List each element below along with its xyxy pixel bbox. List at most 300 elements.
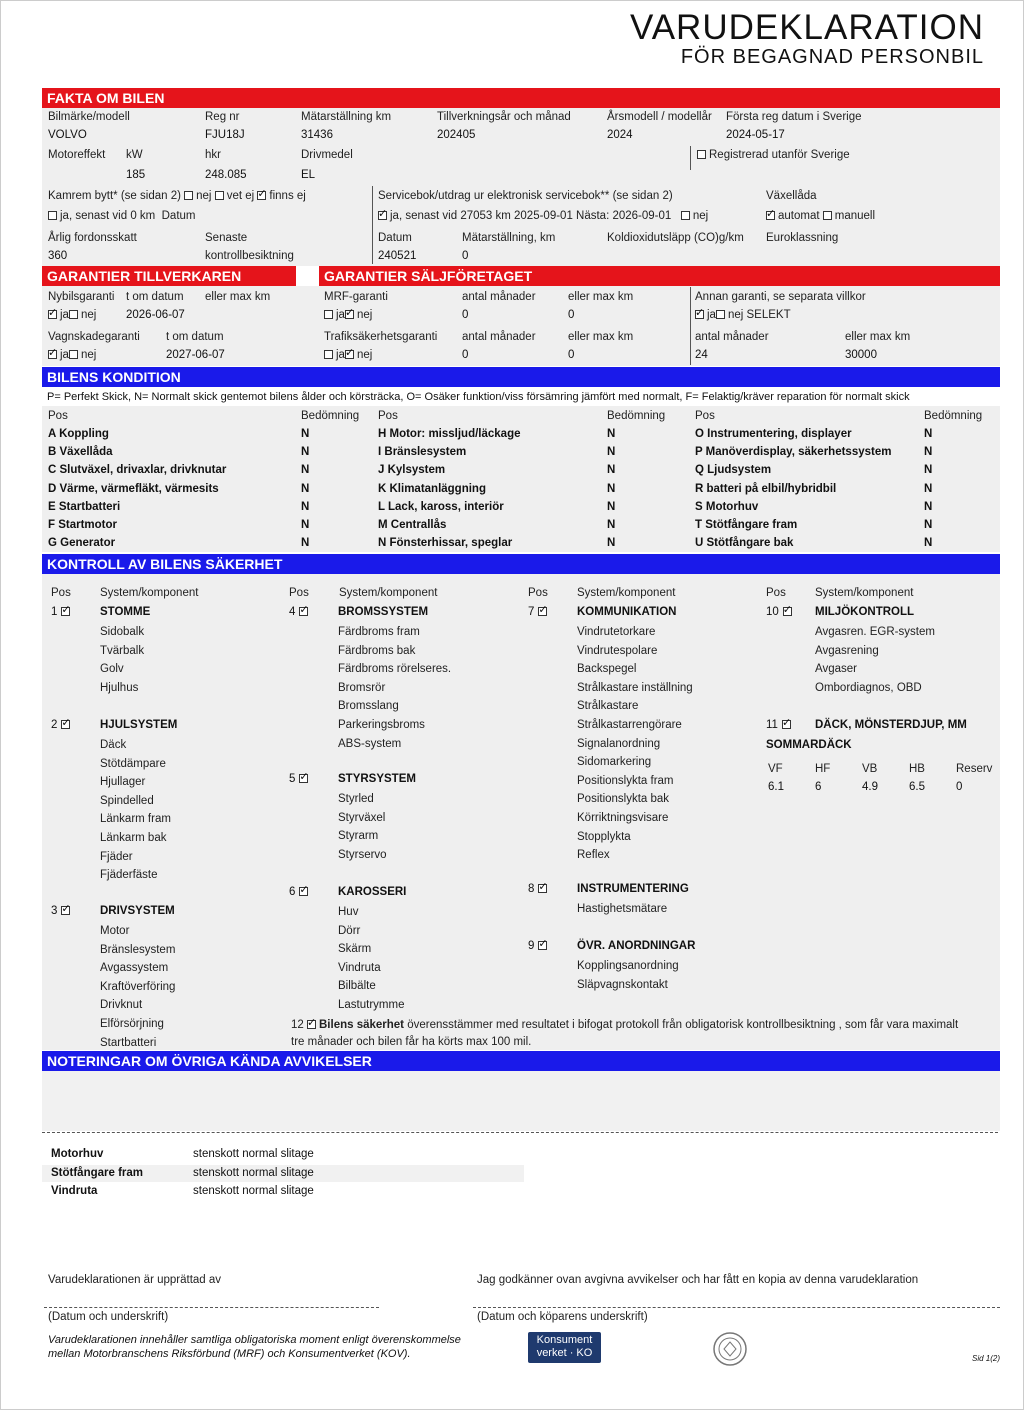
kamrem-vetej: vet ej bbox=[226, 190, 255, 202]
group-number: 4 bbox=[289, 606, 296, 618]
label-nybil-tom: t om datum bbox=[126, 291, 184, 303]
safety-item: Drivknut bbox=[100, 999, 143, 1012]
tyre-depth: 6.1 bbox=[768, 781, 784, 793]
kamrem-label: Kamrem bytt* (se sidan 2) bbox=[48, 190, 181, 202]
value-insp-mileage: 0 bbox=[462, 250, 469, 262]
label-vagn: Vagnskadegaranti bbox=[48, 331, 140, 343]
safety-item: Positionslykta fram bbox=[577, 774, 674, 787]
footer-right-sig: (Datum och köparens underskrift) bbox=[477, 1311, 648, 1323]
safety-item: Startbatteri bbox=[100, 1036, 157, 1049]
label-firstreg: Första reg datum i Sverige bbox=[726, 111, 862, 123]
tyre-depth: 0 bbox=[956, 781, 963, 793]
value-manuf: 202405 bbox=[437, 129, 476, 141]
nej-selekt-label: nej SELEKT bbox=[727, 309, 791, 321]
outside-sweden[interactable] bbox=[697, 149, 850, 161]
mrf-janej bbox=[324, 309, 372, 321]
notes-line bbox=[42, 1132, 998, 1133]
nej-label: nej bbox=[80, 309, 97, 321]
gearbox-manuell: manuell bbox=[834, 210, 876, 222]
gearbox-row bbox=[766, 210, 875, 222]
checkbox-checked[interactable] bbox=[61, 607, 70, 616]
safety-group-number bbox=[528, 883, 550, 895]
safety-item: Fjäderfäste bbox=[100, 869, 158, 882]
safety-item: Reflex bbox=[577, 849, 610, 862]
safety-item: Sidobalk bbox=[100, 626, 145, 638]
p12-number: 12 bbox=[291, 1019, 304, 1031]
condition-item: F Startmotor bbox=[48, 519, 117, 531]
value-nybil-date: 2026-06-07 bbox=[126, 309, 185, 321]
service-nej: nej bbox=[692, 210, 709, 222]
divider bbox=[372, 186, 373, 264]
value-other-months: 24 bbox=[695, 349, 708, 361]
value-trafik-months: 0 bbox=[462, 349, 469, 361]
notes-area[interactable] bbox=[42, 1071, 1000, 1131]
label-trafik-maxkm: eller max km bbox=[568, 331, 634, 343]
konsumentverket-logo bbox=[528, 1332, 601, 1363]
label-kw: kW bbox=[126, 149, 143, 161]
safety-group-title: DRIVSYSTEM bbox=[100, 905, 175, 917]
kamrem-ja: ja, senast vid 0 km bbox=[60, 210, 156, 222]
value-modelyear: 2024 bbox=[607, 129, 633, 141]
condition-item: U Stötfångare bak bbox=[695, 537, 794, 550]
p12-text2: tre månader och bilen får ha körts max 100 mil. bbox=[291, 1036, 532, 1048]
kond-pos-2: Pos bbox=[378, 410, 398, 422]
safety-item: Styrled bbox=[338, 793, 374, 805]
group-number: 1 bbox=[51, 606, 58, 618]
value-mrf-months: 0 bbox=[462, 309, 469, 321]
nej-label: nej bbox=[356, 349, 373, 361]
condition-item: E Startbatteri bbox=[48, 500, 121, 513]
group-number: 11 bbox=[766, 719, 778, 731]
label-reg: Reg nr bbox=[205, 111, 240, 123]
value-vagn-date: 2027-06-07 bbox=[166, 349, 225, 361]
safety-group-title: HJULSYSTEM bbox=[100, 719, 178, 731]
tyre-position: VF bbox=[768, 763, 783, 775]
condition-rating: N bbox=[924, 428, 933, 440]
label-insp-date: Datum bbox=[378, 232, 412, 244]
group-number: 9 bbox=[528, 940, 535, 952]
condition-rating: N bbox=[924, 482, 933, 495]
value-tax: 360 bbox=[48, 250, 68, 262]
right-signature-line[interactable] bbox=[473, 1307, 1000, 1308]
condition-item: Q Ljudsystem bbox=[695, 464, 772, 477]
safety-group-title: BROMSSYSTEM bbox=[338, 606, 429, 618]
safety-item: Stötdämpare bbox=[100, 757, 166, 770]
checkbox-checked[interactable] bbox=[538, 941, 547, 950]
other-janej bbox=[695, 309, 791, 321]
safety-item: Länkarm fram bbox=[100, 813, 171, 826]
safety-item: Ombordiagnos, OBD bbox=[815, 681, 922, 694]
condition-item: C Slutväxel, drivaxlar, drivknutar bbox=[48, 464, 227, 477]
condition-item: G Generator bbox=[48, 537, 116, 550]
tyre-position: VB bbox=[862, 763, 878, 775]
p12-text1: överensstämmer med resultatet i bifogat protokoll från obligatorisk kontrollbesiktning , som får vara maximalt bbox=[404, 1019, 959, 1031]
safety-item: Strålkastare bbox=[577, 700, 639, 713]
safety-item: Sidomarkering bbox=[577, 756, 652, 769]
safety-item: Motor bbox=[100, 925, 130, 937]
condition-rating: N bbox=[924, 500, 933, 513]
section-garanti-salj-heading: GARANTIER SÄLJFÖRETAGET bbox=[319, 266, 1000, 286]
label-mrf-months: antal månader bbox=[462, 291, 536, 303]
checkbox[interactable] bbox=[681, 211, 690, 220]
checkbox-checked[interactable] bbox=[782, 720, 791, 729]
safety-item: Bilbälte bbox=[338, 980, 376, 993]
nej-label: nej bbox=[80, 349, 97, 361]
checkbox[interactable] bbox=[823, 211, 832, 220]
label-tax: Årlig fordonsskatt bbox=[48, 232, 137, 244]
value-fuel: EL bbox=[301, 169, 316, 181]
label-gearbox: Växellåda bbox=[766, 190, 817, 202]
safety-group-number bbox=[51, 606, 73, 618]
value-hk: 248.085 bbox=[205, 169, 247, 181]
kamrem-datum: Datum bbox=[161, 210, 196, 222]
safety-item: Avgaser bbox=[815, 663, 857, 676]
divider bbox=[690, 287, 691, 365]
group-number: 3 bbox=[51, 905, 58, 917]
safety-group-number bbox=[289, 773, 311, 785]
kond-rating-2: Bedömning bbox=[607, 410, 666, 422]
label-manuf: Tillverkningsår och månad bbox=[437, 111, 571, 123]
safety-group-number bbox=[51, 905, 73, 917]
safety-item: Däck bbox=[100, 739, 127, 751]
label-co2: Koldioxidutsläpp (CO)g/km bbox=[607, 232, 744, 244]
footer-note-line1: Varudeklarationen innehåller samtliga obligatoriska moment enligt överenskommelse bbox=[48, 1334, 461, 1346]
label-trafik: Trafiksäkerhetsgaranti bbox=[324, 331, 438, 343]
checkbox[interactable] bbox=[716, 310, 725, 319]
page-number: Sid 1(2) bbox=[972, 1354, 1001, 1363]
checkbox-checked[interactable] bbox=[61, 720, 70, 729]
safety-item: Färdbroms bak bbox=[338, 644, 416, 657]
safety-group-number bbox=[528, 940, 550, 952]
condition-item: N Fönsterhissar, speglar bbox=[378, 537, 513, 550]
safety-item: Spindelled bbox=[100, 794, 154, 807]
checkbox[interactable] bbox=[215, 191, 224, 200]
doc-subtitle: FÖR BEGAGNAD PERSONBIL bbox=[680, 46, 984, 68]
safety-item: Kopplingsanordning bbox=[577, 960, 679, 972]
safety-item: Dörr bbox=[338, 924, 361, 937]
tyre-depth: 6.5 bbox=[909, 781, 925, 793]
checkbox-checked[interactable] bbox=[538, 884, 547, 893]
label-other-months: antal månader bbox=[695, 331, 769, 343]
footer-note-line2: mellan Motorbranschens Riksförbund (MRF) och Konsumentverket (KOV). bbox=[48, 1348, 411, 1360]
safety-item: Vindrutespolare bbox=[577, 644, 658, 657]
tyre-position: HF bbox=[815, 763, 831, 775]
checkbox-checked[interactable] bbox=[299, 607, 308, 616]
note-text: stenskott normal slitage bbox=[193, 1148, 314, 1160]
safety-item: Länkarm bak bbox=[100, 832, 167, 844]
ja-label: ja bbox=[336, 349, 345, 361]
group-number: 2 bbox=[51, 719, 58, 731]
safety-item: Vindrutetorkare bbox=[577, 626, 656, 638]
checkbox[interactable] bbox=[184, 191, 193, 200]
label-hk: hkr bbox=[205, 149, 221, 161]
checkbox-checked[interactable] bbox=[48, 350, 57, 359]
label-power: Motoreffekt bbox=[48, 149, 106, 161]
condition-rating: N bbox=[301, 519, 310, 531]
section-noteringar-heading: NOTERINGAR OM ÖVRIGA KÄNDA AVVIKELSER bbox=[42, 1051, 1000, 1071]
safety-item: Fjäder bbox=[100, 850, 133, 863]
safety-item: Huv bbox=[338, 906, 359, 918]
safety-group-number bbox=[289, 886, 311, 898]
section-garanti-tillv-heading: GARANTIER TILLVERKAREN bbox=[42, 266, 296, 286]
label-trafik-months: antal månader bbox=[462, 331, 536, 343]
label-fuel: Drivmedel bbox=[301, 149, 353, 161]
checkbox-checked[interactable] bbox=[695, 310, 704, 319]
group-number: 8 bbox=[528, 883, 535, 895]
tyre-depth: 6 bbox=[815, 781, 822, 793]
value-other-km: 30000 bbox=[845, 349, 877, 361]
kamrem-row bbox=[48, 190, 306, 202]
label-other: Annan garanti, se separata villkor bbox=[695, 291, 866, 303]
safety-item: Parkeringsbroms bbox=[338, 719, 425, 731]
footer-left-label: Varudeklarationen är upprättad av bbox=[48, 1274, 222, 1286]
label-lastinsp2: kontrollbesiktning bbox=[205, 250, 294, 262]
safety-group-title: KOMMUNIKATION bbox=[577, 606, 677, 618]
checkbox-checked[interactable] bbox=[299, 774, 308, 783]
kondition-legend: P= Perfekt Skick, N= Normalt skick gentemot bilens ålder och körsträcka, O= Osäker funktion/viss försämring jämfört med normalt, F= Felaktig/kräver reparation för normalt skick bbox=[47, 391, 910, 403]
safety-item: Avgasrening bbox=[815, 644, 879, 657]
label-mrf: MRF-garanti bbox=[324, 291, 388, 303]
condition-rating: N bbox=[607, 519, 616, 531]
safety-group-title: KAROSSERI bbox=[338, 886, 407, 898]
safety-item: Hjullager bbox=[100, 776, 146, 789]
safety-group-title: INSTRUMENTERING bbox=[577, 883, 689, 895]
value-firstreg: 2024-05-17 bbox=[726, 129, 785, 141]
condition-item: B Växellåda bbox=[48, 446, 113, 459]
safety-group-number bbox=[289, 606, 311, 618]
label-service: Servicebok/utdrag ur elektronisk servicebok** (se sidan 2) bbox=[378, 190, 673, 202]
note-text: stenskott normal slitage bbox=[193, 1185, 314, 1197]
gearbox-automat: automat bbox=[778, 210, 820, 222]
safety-item: Kraftöverföring bbox=[100, 980, 176, 993]
checkbox[interactable] bbox=[69, 310, 78, 319]
safety-item: Avgassystem bbox=[100, 962, 169, 975]
footer-left-sig: (Datum och underskrift) bbox=[48, 1311, 169, 1323]
condition-rating: N bbox=[607, 500, 616, 513]
kamrem-nej: nej bbox=[196, 190, 212, 202]
value-mrf-km: 0 bbox=[568, 309, 575, 321]
safety-item: Stopplykta bbox=[577, 830, 631, 843]
sak-sys-1: System/komponent bbox=[100, 587, 199, 599]
condition-rating: N bbox=[607, 482, 616, 495]
vagn-janej bbox=[48, 349, 96, 361]
safety-item: Färdbroms rörelseres. bbox=[338, 663, 452, 676]
ja-label: ja bbox=[336, 309, 345, 321]
p12-bold: Bilens säkerhet bbox=[319, 1019, 405, 1031]
safety-group-title: ÖVR. ANORDNINGAR bbox=[577, 940, 696, 952]
checkbox-checked[interactable] bbox=[48, 310, 57, 319]
kond-pos-3: Pos bbox=[695, 410, 715, 422]
label-euro: Euroklassning bbox=[766, 232, 839, 244]
value-kw: 185 bbox=[126, 169, 146, 181]
kamrem-finnsej: finns ej bbox=[269, 190, 306, 202]
condition-item: P Manöverdisplay, säkerhetssystem bbox=[695, 446, 892, 459]
ja-label: ja bbox=[60, 349, 69, 361]
safety-item: Backspegel bbox=[577, 663, 637, 676]
value-reg: FJU18J bbox=[205, 129, 245, 141]
doc-title: VARUDEKLARATION bbox=[629, 8, 984, 47]
outside-label: Registrerad utanför Sverige bbox=[709, 149, 850, 161]
label-nybil: Nybilsgaranti bbox=[48, 291, 115, 303]
sak-sys-3: System/komponent bbox=[577, 587, 676, 599]
sak-pos-3: Pos bbox=[528, 587, 548, 599]
safety-item: Hastighetsmätare bbox=[577, 903, 668, 915]
safety-group-title: MILJÖKONTROLL bbox=[815, 606, 915, 618]
checkbox-checked[interactable] bbox=[783, 607, 792, 616]
safety-group-number bbox=[766, 606, 795, 618]
checkbox-checked[interactable] bbox=[345, 310, 354, 319]
condition-rating: N bbox=[924, 446, 933, 459]
checkbox[interactable] bbox=[48, 211, 57, 220]
label-nybil-maxkm: eller max km bbox=[205, 291, 271, 303]
label-vagn-tom: t om datum bbox=[166, 331, 224, 343]
tyres-heading: SOMMARDÄCK bbox=[766, 739, 852, 751]
footer-note bbox=[48, 1333, 461, 1361]
condition-item: M Centrallås bbox=[378, 519, 447, 531]
label-modelyear: Årsmodell / modellår bbox=[607, 111, 712, 123]
safety-item: Vindruta bbox=[338, 961, 381, 974]
safety-item: Signalanordning bbox=[577, 737, 661, 750]
checkbox-checked[interactable] bbox=[378, 211, 387, 220]
label-mileage: Mätarställning km bbox=[301, 111, 392, 123]
safety-group-title: STYRSYSTEM bbox=[338, 773, 416, 785]
condition-rating: N bbox=[301, 482, 310, 495]
condition-item: A Koppling bbox=[48, 428, 109, 440]
mrf-seal-icon bbox=[712, 1331, 748, 1367]
condition-rating: N bbox=[607, 428, 616, 440]
group-number: 5 bbox=[289, 773, 296, 785]
kond-rating-3: Bedömning bbox=[924, 410, 983, 422]
label-make: Bilmärke/modell bbox=[48, 111, 130, 123]
sak-pos-4: Pos bbox=[766, 587, 786, 599]
condition-rating: N bbox=[301, 464, 310, 477]
service-row bbox=[378, 210, 708, 222]
group-number: 7 bbox=[528, 606, 535, 618]
note-text: stenskott normal slitage bbox=[193, 1166, 314, 1179]
checkbox-checked[interactable] bbox=[299, 887, 308, 896]
safety-group-number bbox=[528, 606, 550, 618]
checkbox[interactable] bbox=[697, 150, 706, 159]
tyre-depth: 4.9 bbox=[862, 781, 878, 793]
safety-item: Styrarm bbox=[338, 830, 379, 843]
nej-label: nej bbox=[356, 309, 373, 321]
safety-item: Elförsörjning bbox=[100, 1018, 164, 1030]
checkbox-checked[interactable] bbox=[61, 906, 70, 915]
condition-item: T Stötfångare fram bbox=[695, 519, 798, 531]
safety-item: Styrservo bbox=[338, 848, 387, 861]
condition-item: R batteri på elbil/hybridbil bbox=[695, 482, 837, 495]
condition-item: D Värme, värmefläkt, värmesits bbox=[48, 482, 219, 495]
safety-item: Färdbroms fram bbox=[338, 626, 420, 638]
safety-group-number bbox=[51, 719, 73, 731]
checkbox-checked[interactable] bbox=[766, 211, 775, 220]
safety-group-title: DÄCK, MÖNSTERDJUP, MM bbox=[815, 719, 967, 731]
safety-item: Skärm bbox=[338, 943, 372, 956]
checkbox-checked[interactable] bbox=[538, 607, 547, 616]
section-kondition-heading: BILENS KONDITION bbox=[42, 367, 1000, 387]
group-number: 6 bbox=[289, 886, 296, 898]
tyre-position: Reserv bbox=[956, 763, 993, 775]
safety-item: Golv bbox=[100, 663, 124, 676]
condition-rating: N bbox=[607, 446, 616, 459]
section-sakerhet-heading: KONTROLL AV BILENS SÄKERHET bbox=[42, 554, 1000, 574]
footer-right-label: Jag godkänner ovan avgivna avvikelser och har fått en kopia av denna varudeklaration bbox=[477, 1274, 919, 1286]
kondition-background bbox=[42, 406, 1000, 552]
condition-rating: N bbox=[607, 464, 616, 477]
note-component: Vindruta bbox=[51, 1185, 98, 1197]
condition-item: L Lack, kaross, interiör bbox=[378, 500, 504, 513]
safety-item: Tvärbalk bbox=[100, 644, 145, 657]
checkbox[interactable] bbox=[324, 310, 333, 319]
service-ja: ja, senast vid 27053 km 2025-09-01 Nästa: 2026-09-01 bbox=[390, 210, 672, 222]
condition-rating: N bbox=[924, 464, 933, 477]
divider bbox=[690, 146, 691, 170]
safety-item: ABS-system bbox=[338, 737, 402, 750]
checkbox[interactable] bbox=[324, 350, 333, 359]
note-component: Motorhuv bbox=[51, 1148, 104, 1160]
safety-item: Hjulhus bbox=[100, 681, 139, 694]
note-component: Stötfångare fram bbox=[51, 1166, 144, 1179]
condition-rating: N bbox=[607, 537, 616, 550]
condition-rating: N bbox=[301, 428, 310, 440]
tyre-position: HB bbox=[909, 763, 925, 775]
kond-rating-1: Bedömning bbox=[301, 410, 360, 422]
label-other-maxkm: eller max km bbox=[845, 331, 911, 343]
logo-line1: Konsument bbox=[536, 1334, 593, 1346]
safety-group-title: STOMME bbox=[100, 606, 151, 618]
value-mileage: 31436 bbox=[301, 129, 333, 141]
checkbox-checked[interactable] bbox=[345, 350, 354, 359]
value-make: VOLVO bbox=[48, 129, 87, 141]
safety-item: Positionslykta bak bbox=[577, 793, 670, 806]
condition-item: J Kylsystem bbox=[378, 464, 446, 477]
condition-rating: N bbox=[301, 537, 310, 550]
safety-item: Lastutrymme bbox=[338, 999, 405, 1011]
safety-item: Strålkastarrengörare bbox=[577, 719, 682, 731]
kamrem-ja-row bbox=[48, 210, 196, 222]
condition-rating: N bbox=[924, 519, 933, 531]
safety-item: Bränslesystem bbox=[100, 943, 176, 956]
condition-rating: N bbox=[301, 446, 310, 459]
left-signature-line[interactable] bbox=[44, 1307, 379, 1308]
safety-item: Bromsslang bbox=[338, 700, 399, 713]
condition-item: H Motor: missljud/läckage bbox=[378, 428, 521, 440]
checkbox[interactable] bbox=[69, 350, 78, 359]
label-lastinsp: Senaste bbox=[205, 232, 248, 244]
sak-pos-1: Pos bbox=[51, 587, 71, 599]
condition-item: K Klimatanläggning bbox=[378, 482, 486, 495]
condition-item: I Bränslesystem bbox=[378, 446, 467, 459]
safety-item: Bromsrör bbox=[338, 681, 386, 694]
group-number: 10 bbox=[766, 606, 779, 618]
label-insp-mileage: Mätarställning, km bbox=[462, 232, 556, 244]
sak-pos-2: Pos bbox=[289, 587, 309, 599]
safety-item: Styrväxel bbox=[338, 811, 386, 824]
sak-sys-2: System/komponent bbox=[339, 587, 438, 599]
logo-line2: verket · KO bbox=[536, 1347, 593, 1359]
kond-pos-1: Pos bbox=[48, 410, 68, 422]
condition-item: S Motorhuv bbox=[695, 500, 759, 513]
ja-label: ja bbox=[60, 309, 69, 321]
nybil-janej bbox=[48, 309, 96, 321]
checkbox-checked[interactable] bbox=[257, 191, 266, 200]
condition-item: O Instrumentering, displayer bbox=[695, 428, 852, 440]
safety-item: Körriktningsvisare bbox=[577, 812, 669, 824]
trafik-janej bbox=[324, 349, 372, 361]
section-fakta-heading: FAKTA OM BILEN bbox=[42, 88, 1000, 108]
checkbox-checked[interactable] bbox=[307, 1020, 316, 1029]
label-mrf-maxkm: eller max km bbox=[568, 291, 634, 303]
